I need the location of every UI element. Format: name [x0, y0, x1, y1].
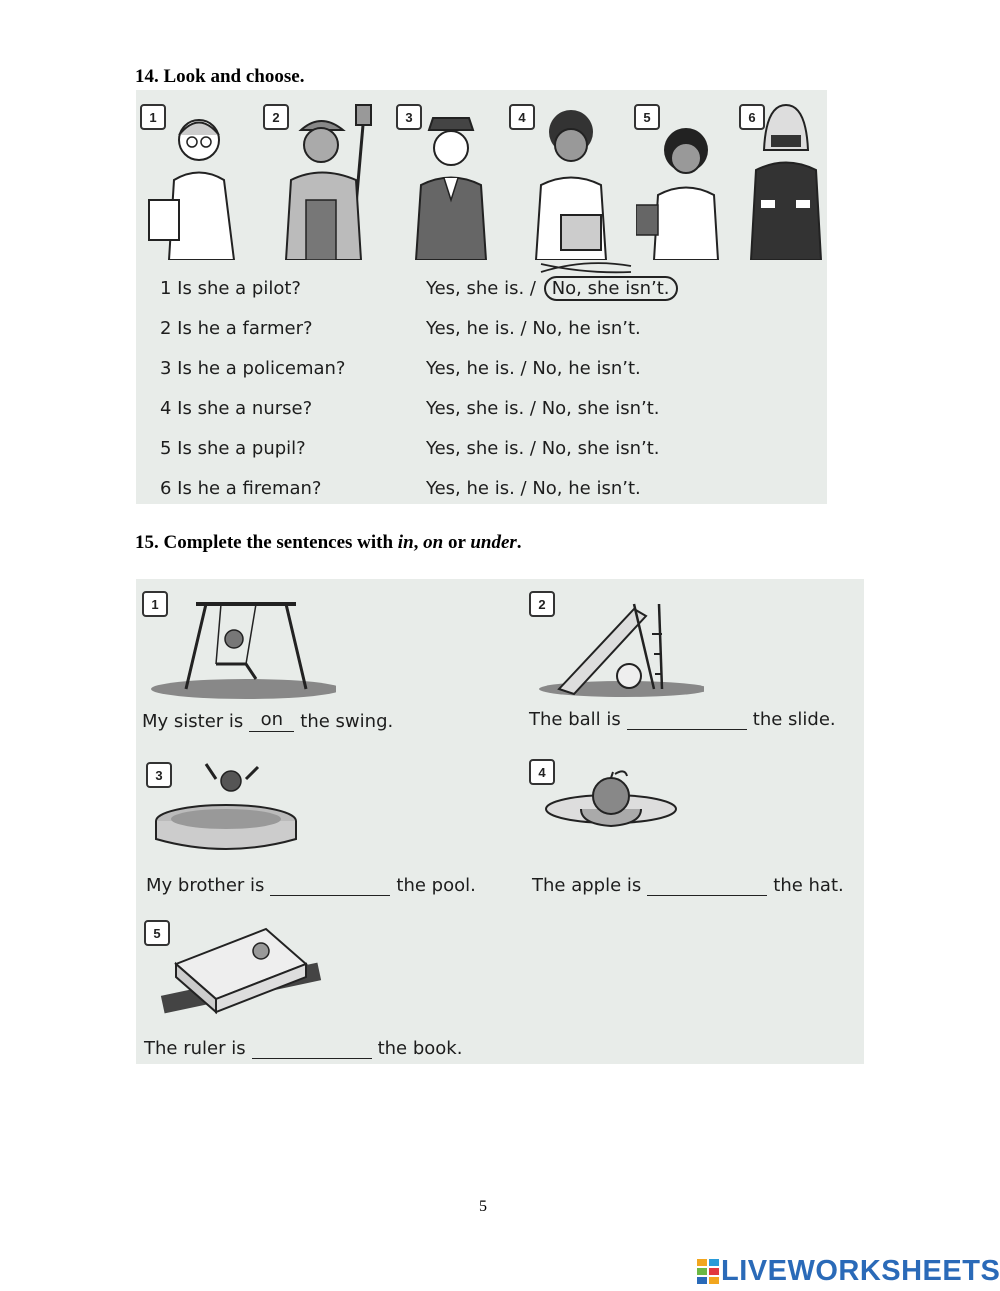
sentence-1-before: My sister is	[142, 711, 244, 732]
sentence-5-before: The ruler is	[144, 1038, 246, 1059]
section-14-panel	[136, 90, 827, 504]
heading-end: .	[516, 532, 522, 553]
page-number: 5	[479, 1198, 487, 1215]
item-number-3: 3	[146, 762, 172, 788]
slide-illustration	[534, 594, 704, 699]
ruler-book-illustration	[156, 919, 326, 1019]
heading-prefix: 15. Complete the sentences with	[135, 532, 398, 553]
pilot-illustration	[401, 100, 501, 260]
question-1: 1 Is she a pilot?	[160, 278, 301, 299]
question-5: 5 Is she a pupil?	[160, 438, 306, 459]
section-14-heading: 14. Look and choose.	[135, 66, 305, 87]
logo-text: LIVEWORKSHEETS	[721, 1255, 1000, 1287]
item-number-2: 2	[529, 591, 555, 617]
answer-2[interactable]: Yes, he is. / No, he isn’t.	[426, 318, 641, 339]
doctor-illustration	[144, 100, 244, 260]
logo-blocks-icon	[697, 1259, 721, 1285]
heading-sep-2: or	[443, 532, 471, 553]
figure-number-5: 5	[634, 104, 660, 130]
apple-hat-illustration	[541, 764, 701, 844]
cross-mark	[536, 260, 636, 276]
sentence-3-after: the pool.	[396, 875, 476, 896]
section-15-panel	[136, 579, 864, 1064]
sentence-4	[532, 873, 844, 896]
blank-2[interactable]	[627, 707, 747, 730]
sentence-1-after: the swing.	[300, 711, 394, 732]
sentence-5	[144, 1036, 462, 1059]
sentence-5-after: the book.	[377, 1038, 463, 1059]
sentence-3	[146, 873, 476, 896]
answer-1-yes[interactable]: Yes, she is. /	[426, 278, 536, 299]
answer-4[interactable]: Yes, she is. / No, she isn’t.	[426, 398, 660, 419]
item-number-4: 4	[529, 759, 555, 785]
item-number-5: 5	[144, 920, 170, 946]
pool-illustration	[146, 759, 306, 859]
fireman-illustration	[746, 100, 826, 260]
question-3: 3 Is he a policeman?	[160, 358, 346, 379]
answer-3[interactable]: Yes, he is. / No, he isn’t.	[426, 358, 641, 379]
figure-number-6: 6	[739, 104, 765, 130]
word-on: on	[423, 532, 444, 553]
blank-5[interactable]	[252, 1036, 372, 1059]
answer-5[interactable]: Yes, she is. / No, she isn’t.	[426, 438, 660, 459]
pupil-illustration	[636, 120, 736, 260]
figure-number-3: 3	[396, 104, 422, 130]
word-in: in	[397, 532, 414, 553]
word-under: under	[470, 532, 517, 553]
sentence-2-before: The ball is	[529, 709, 621, 730]
liveworksheets-logo	[697, 1255, 1000, 1288]
heading-sep-1: ,	[413, 532, 424, 553]
sentence-4-after: the hat.	[773, 875, 844, 896]
blank-3[interactable]	[270, 873, 390, 896]
figure-number-1: 1	[140, 104, 166, 130]
swing-illustration	[146, 589, 336, 699]
answer-6[interactable]: Yes, he is. / No, he isn’t.	[426, 478, 641, 499]
sentence-1	[142, 709, 393, 732]
answer-1	[426, 278, 678, 299]
section-15-heading	[135, 532, 522, 554]
blank-4[interactable]	[647, 873, 767, 896]
sentence-2-after: the slide.	[752, 709, 836, 730]
figure-number-2: 2	[263, 104, 289, 130]
cook-illustration	[516, 100, 626, 260]
figure-number-4: 4	[509, 104, 535, 130]
sentence-3-before: My brother is	[146, 875, 265, 896]
blank-1[interactable]: on	[249, 709, 294, 732]
sentence-4-before: The apple is	[532, 875, 642, 896]
item-number-1: 1	[142, 591, 168, 617]
sentence-2	[529, 707, 836, 730]
answer-1-no-circled[interactable]: No, she isn’t.	[544, 276, 678, 301]
question-4: 4 Is she a nurse?	[160, 398, 313, 419]
question-6: 6 Is he a fireman?	[160, 478, 322, 499]
farmer-illustration	[271, 100, 381, 260]
question-2: 2 Is he a farmer?	[160, 318, 313, 339]
